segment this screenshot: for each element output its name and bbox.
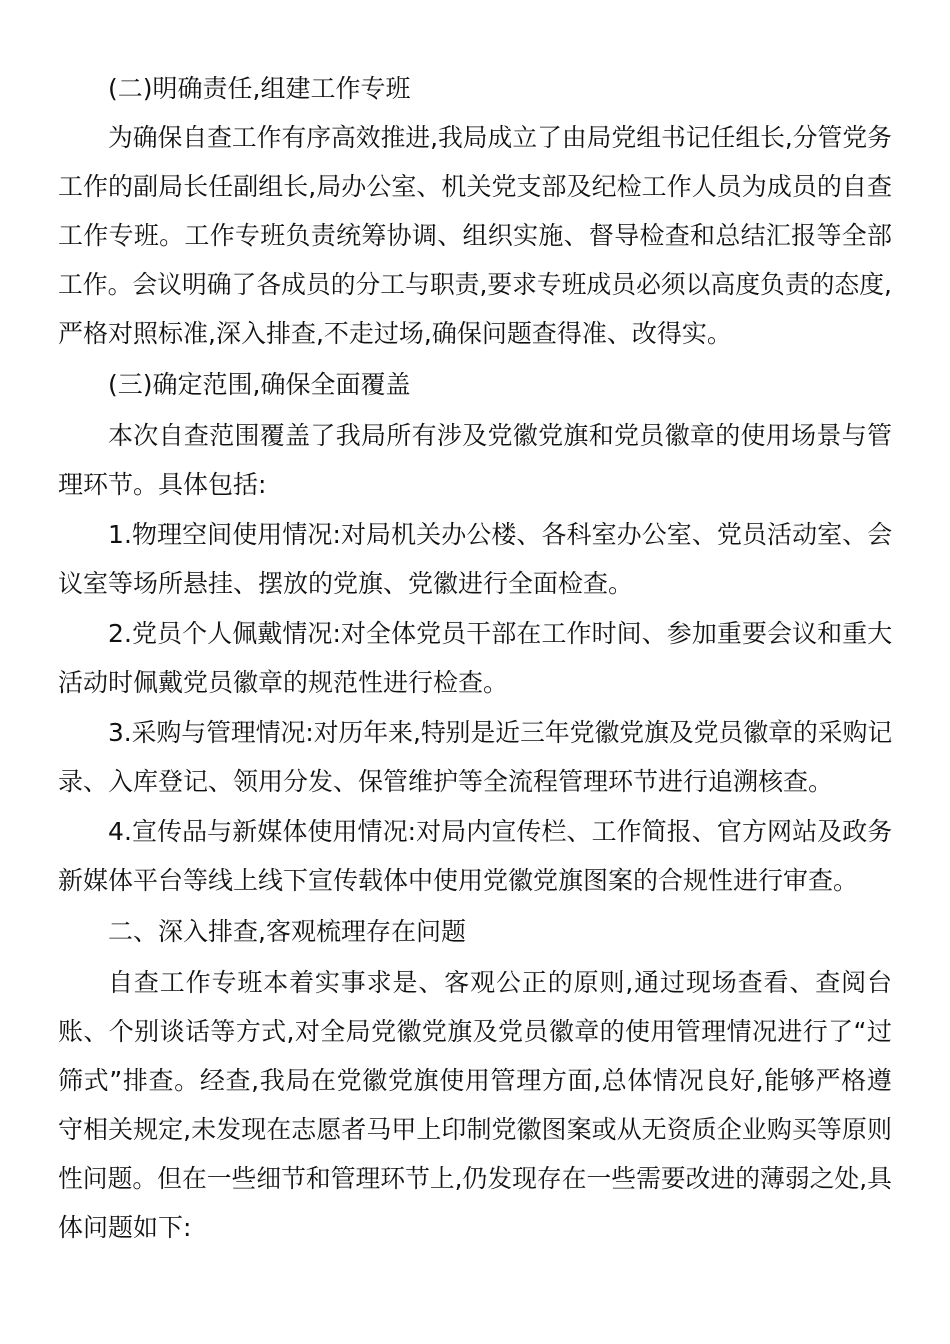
paragraph-line: 账、个别谈话等方式,对全局党徽党旗及党员徽章的使用管理情况进行了“过 [58,1017,893,1046]
list-item-line: 录、入库登记、领用分发、保管维护等全流程管理环节进行追溯核查。 [58,767,834,796]
paragraph-line: 筛式”排查。经查,我局在党徽党旗使用管理方面,总体情况良好,能够严格遵 [58,1066,893,1095]
section-title-2: 二、深入排查,客观梳理存在问题 [108,917,466,946]
list-item-line: 4.宣传品与新媒体使用情况:对局内宣传栏、工作简报、官方网站及政务 [108,817,893,846]
list-item-line: 新媒体平台等线上线下宣传载体中使用党徽党旗图案的合规性进行审查。 [58,866,859,895]
section-heading-3: (三)确定范围,确保全面覆盖 [108,370,411,399]
paragraph-line: 性问题。但在一些细节和管理环节上,仍发现存在一些需要改进的薄弱之处,具 [58,1164,892,1193]
list-item-line: 3.采购与管理情况:对历年来,特别是近三年党徽党旗及党员徽章的采购记 [108,718,893,747]
paragraph-line: 工作的副局长任副组长,局办公室、机关党支部及纪检工作人员为成员的自查 [58,172,892,201]
section-heading-2: (二)明确责任,组建工作专班 [108,74,411,103]
paragraph-line: 守相关规定,未发现在志愿者马甲上印制党徽图案或从无资质企业购买等原则 [58,1115,892,1144]
paragraph-line: 体问题如下: [58,1213,192,1242]
paragraph-line: 理环节。具体包括: [58,470,267,499]
list-item-line: 议室等场所悬挂、摆放的党旗、党徽进行全面检查。 [58,569,634,598]
paragraph-line: 工作专班。工作专班负责统筹协调、组织实施、督导检查和总结汇报等全部 [58,221,893,250]
list-item-line: 2.党员个人佩戴情况:对全体党员干部在工作时间、参加重要会议和重大 [108,619,893,648]
paragraph-line: 工作。会议明确了各成员的分工与职责,要求专班成员必须以高度负责的态度, [58,270,892,299]
list-item-line: 1.物理空间使用情况:对局机关办公楼、各科室办公室、党员活动室、会 [108,520,893,549]
paragraph-line: 本次自查范围覆盖了我局所有涉及党徽党旗和党员徽章的使用场景与管 [108,421,893,450]
paragraph-line: 严格对照标准,深入排查,不走过场,确保问题查得准、改得实。 [58,319,732,348]
list-item-line: 活动时佩戴党员徽章的规范性进行检查。 [58,668,509,697]
paragraph-line: 为确保自查工作有序高效推进,我局成立了由局党组书记任组长,分管党务 [108,123,892,152]
paragraph-line: 自查工作专班本着实事求是、客观公正的原则,通过现场查看、查阅台 [108,968,893,997]
